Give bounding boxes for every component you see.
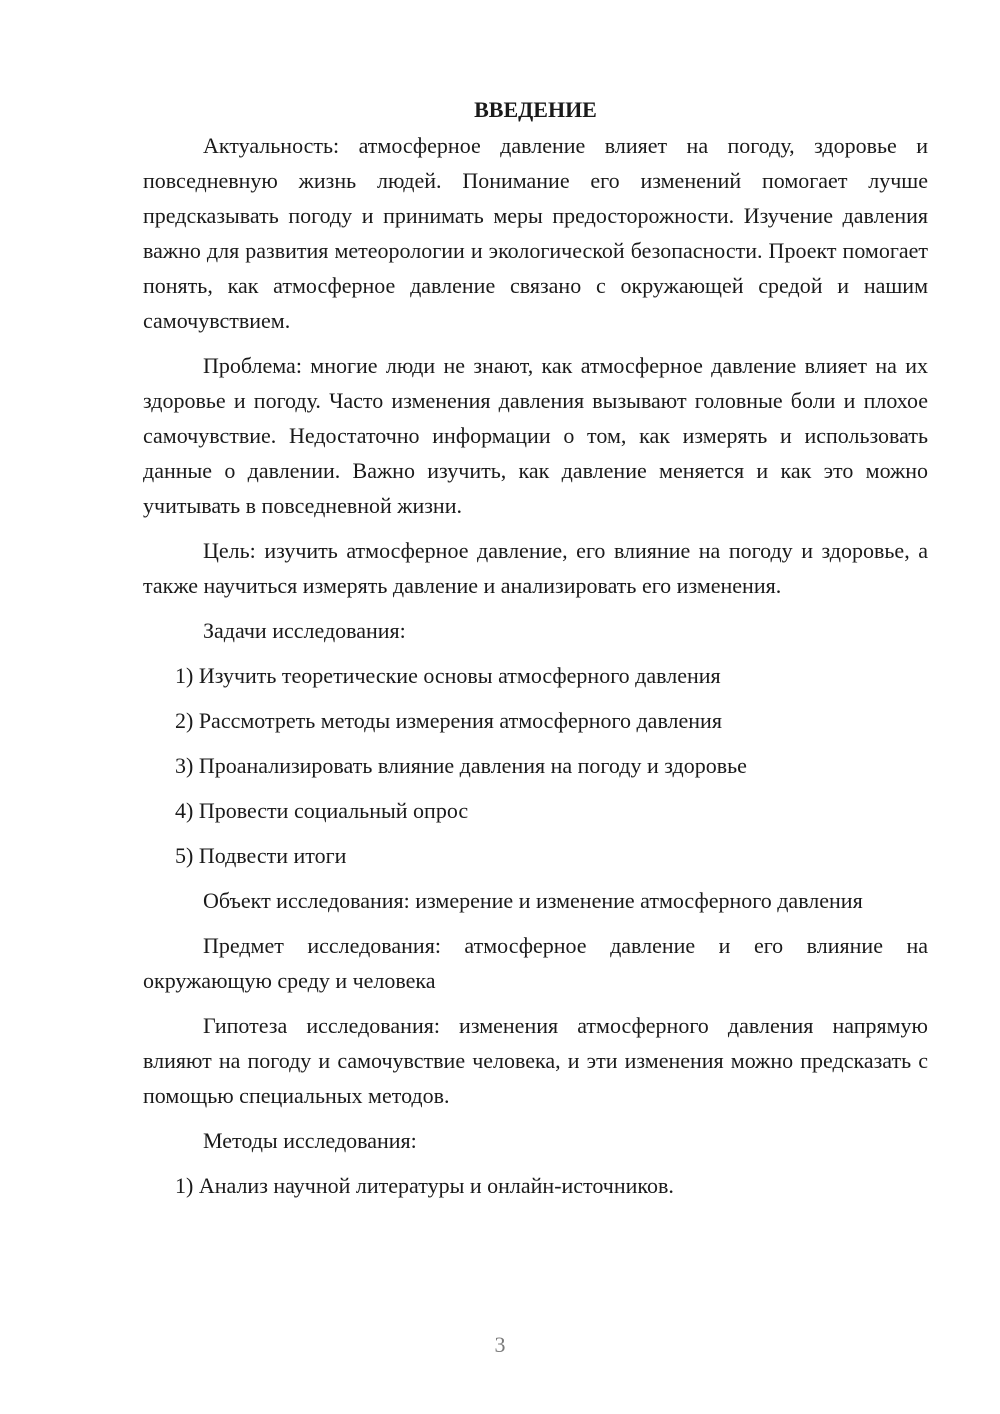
object-paragraph: Объект исследования: измерение и изменение атмосферного давления <box>203 888 863 913</box>
subject-paragraph: Предмет исследования: атмосферное давление и его влияние на окружающую среду и человека <box>143 933 928 993</box>
document-page <box>143 92 928 1203</box>
methods-heading: Методы исследования: <box>203 1128 417 1153</box>
task-item: 4) Провести социальный опрос <box>175 798 469 823</box>
relevance-paragraph: Актуальность: атмосферное давление влияет на погоду, здоровье и повседневную жизнь людей. Понимание его изменений помогает лучше предсказывать погоду и принимать меры предосторожности. Изучение давления важно для развития метеорологии и экологической безопасности. Проект помогает понять, как атмосферное давление связано с окружающей средой и нашим самочувствием. <box>143 133 928 333</box>
tasks-heading: Задачи исследования: <box>203 618 406 643</box>
method-item: 1) Анализ научной литературы и онлайн-источников. <box>175 1173 674 1198</box>
task-item: 5) Подвести итоги <box>175 843 347 868</box>
problem-paragraph: Проблема: многие люди не знают, как атмосферное давление влияет на их здоровье и погоду. Часто изменения давления вызывают головные боли и плохое самочувствие. Недостаточно информации о том, как измерять и использовать данные о давлении. Важно изучить, как давление меняется и как это можно учитывать в повседневной жизни. <box>143 353 928 518</box>
task-item: 2) Рассмотреть методы измерения атмосферного давления <box>175 708 722 733</box>
page-number: 3 <box>494 1332 506 1357</box>
task-item: 1) Изучить теоретические основы атмосферного давления <box>175 663 721 688</box>
goal-paragraph: Цель: изучить атмосферное давление, его влияние на погоду и здоровье, а также научиться измерять давление и анализировать его изменения. <box>143 538 928 598</box>
task-item: 3) Проанализировать влияние давления на погоду и здоровье <box>175 753 747 778</box>
hypothesis-paragraph: Гипотеза исследования: изменения атмосферного давления напрямую влияют на погоду и самочувствие человека, и эти изменения можно предсказать с помощью специальных методов. <box>143 1013 928 1108</box>
section-title: ВВЕДЕНИЕ <box>474 97 597 122</box>
